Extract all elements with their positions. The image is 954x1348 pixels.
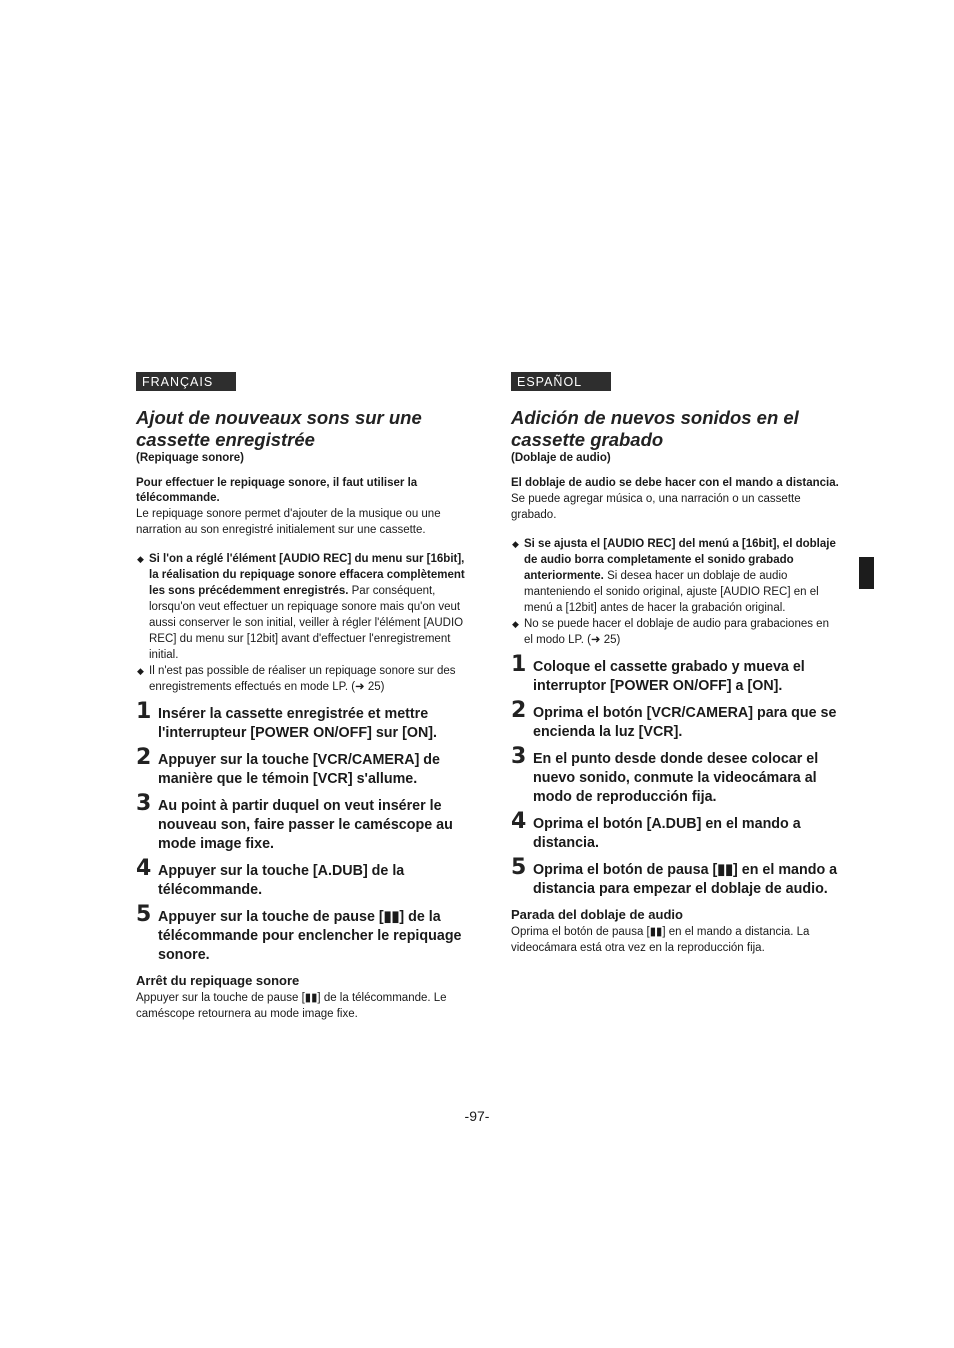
section-title: Adición de nuevos sonidos en el cassette grabado (511, 407, 799, 450)
step-number: 5 (511, 855, 527, 881)
bullet-text: Par conséquent, lorsqu'on veut effectuer un repiquage sonore mais qu'on veut aussi conserver le son initial, veiller à régler l'élément [AUDIO REC] du menu sur [12bit] avant d'effectuer l'enregistrement initial. (149, 585, 464, 662)
step-item (136, 791, 466, 854)
notes-list (511, 536, 841, 648)
step-item (511, 698, 841, 742)
step-text: Appuyer sur la touche [A.DUB] de la télécommande. (158, 863, 405, 899)
step-item (511, 809, 841, 853)
bullet-text: No se puede hacer el doblaje de audio para grabaciones en el modo LP. (➜ 25) (524, 618, 829, 647)
step-item (136, 856, 466, 900)
step-number: 4 (136, 856, 152, 882)
remote-required-note: Pour effectuer le repiquage sonore, il faut utiliser la télécommande. (136, 477, 418, 504)
section-subtitle: (Doblaje de audio) (511, 452, 611, 464)
bullet-bold-text: Si se ajusta el [AUDIO REC] del menú a [16bit], el doblaje de audio borra completamente el sonido grabado anteriormente. (524, 538, 836, 583)
step-item (136, 902, 466, 965)
section-title: Ajout de nouveaux sons sur une cassette enregistrée (136, 407, 422, 450)
page-number: -97- (464, 1108, 490, 1124)
step-number: 2 (136, 745, 152, 771)
language-badge: ESPAÑOL (511, 372, 611, 391)
french-column (136, 372, 466, 1022)
spanish-column (511, 372, 841, 956)
section-subtitle: (Repiquage sonore) (136, 452, 244, 464)
step-text: Coloque el cassette grabado y mueva el interruptor [POWER ON/OFF] a [ON]. (533, 659, 805, 695)
step-text: Oprima el botón [A.DUB] en el mando a distancia. (533, 816, 801, 852)
step-text: Oprima el botón [VCR/CAMERA] para que se encienda la luz [VCR]. (533, 705, 837, 741)
step-number: 1 (136, 699, 152, 725)
notes-list (136, 551, 466, 695)
step-text: Insérer la cassette enregistrée et mettre l'interrupteur [POWER ON/OFF] sur [ON]. (158, 706, 438, 742)
step-number: 1 (511, 652, 527, 678)
step-number: 3 (511, 744, 527, 770)
edge-index-tab (859, 557, 874, 589)
step-text: Au point à partir duquel on veut insérer le nouveau son, faire passer le caméscope au mode image fixe. (158, 798, 453, 853)
language-badge: FRANÇAIS (136, 372, 236, 391)
stop-text: Oprima el botón de pausa [▮▮] en el mando a distancia. La videocámara está otra vez en la reproducción fija. (511, 926, 810, 955)
step-item (511, 652, 841, 696)
intro-paragraph: Le repiquage sonore permet d'ajouter de la musique ou une narration au son enregistré initialement sur une cassette. (136, 508, 441, 536)
list-item (136, 663, 466, 695)
bullet-text: Il n'est pas possible de réaliser un repiquage sonore sur des enregistrements effectués en mode LP. (➜ 25) (149, 665, 456, 694)
step-text: En el punto desde donde desee colocar el nuevo sonido, conmute la videocámara al modo de reproducción fija. (533, 751, 819, 806)
diamond-bullet-icon: ◆ (512, 619, 519, 630)
stop-text: Appuyer sur la touche de pause [▮▮] de la télécommande. Le caméscope retournera au mode image fixe. (136, 992, 447, 1021)
diamond-bullet-icon: ◆ (512, 539, 519, 550)
step-item (136, 745, 466, 789)
step-number: 5 (136, 902, 152, 928)
diamond-bullet-icon: ◆ (137, 554, 144, 565)
steps-list (136, 699, 466, 965)
step-number: 4 (511, 809, 527, 835)
step-item (511, 855, 841, 899)
list-item (511, 536, 841, 616)
stop-heading: Arrêt du repiquage sonore (136, 973, 300, 989)
list-item (136, 551, 466, 663)
diamond-bullet-icon: ◆ (137, 666, 144, 677)
stop-heading: Parada del doblaje de audio (511, 907, 683, 923)
step-text: Appuyer sur la touche [VCR/CAMERA] de manière que le témoin [VCR] s'allume. (158, 752, 440, 788)
step-number: 3 (136, 791, 152, 817)
intro-paragraph: Se puede agregar música o, una narración o un cassette grabado. (511, 493, 801, 521)
step-item (511, 744, 841, 807)
step-text: Oprima el botón de pausa [▮▮] en el mando a distancia para empezar el doblaje de audio. (533, 862, 838, 898)
remote-required-note: El doblaje de audio se debe hacer con el mando a distancia. (511, 477, 839, 489)
step-text: Appuyer sur la touche de pause [▮▮] de la télécommande pour enclencher le repiquage sonore. (158, 909, 462, 964)
step-item (136, 699, 466, 743)
bullet-bold-text: Si l'on a réglé l'élément [AUDIO REC] du menu sur [16bit], la réalisation du repiquage sonore effacera complètement les sons précédemment enregistrés. (149, 553, 465, 598)
step-number: 2 (511, 698, 527, 724)
list-item (511, 616, 841, 648)
bullet-text: Si desea hacer un doblaje de audio manteniendo el sonido original, ajuste [AUDIO REC] en el menú a [12bit] antes de hacer la grabación original. (524, 570, 819, 615)
steps-list (511, 652, 841, 899)
